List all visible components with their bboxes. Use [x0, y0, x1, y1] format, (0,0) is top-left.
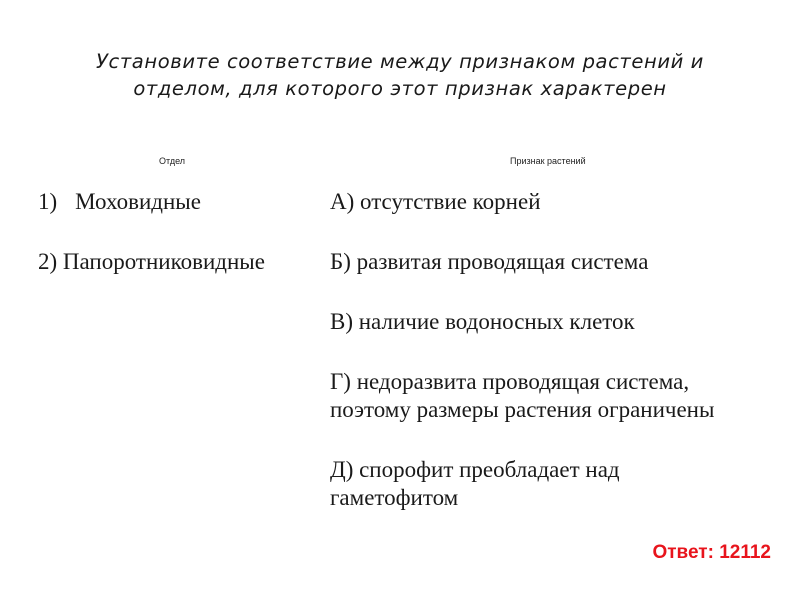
title-line-1: Установите соответствие между признаком растений и [96, 50, 704, 73]
division-item-2: 2) Папоротниковидные [38, 249, 265, 274]
feature-item-d-line-2: гаметофитом [330, 485, 459, 510]
column-header-feature: Признак растений [510, 156, 586, 166]
feature-item-g-line-2: поэтому размеры растения ограничены [330, 397, 715, 422]
title-line-2: отделом, для которого этот признак характерен [133, 77, 667, 100]
feature-item-v: В) наличие водоносных клеток [330, 309, 635, 334]
division-number: 1) [38, 189, 58, 214]
division-item-1 [38, 188, 201, 216]
feature-item-d-line-1: Д) спорофит преобладает над [330, 457, 620, 482]
slide-title [40, 48, 760, 102]
column-header-division: Отдел [159, 156, 186, 166]
answer-text: Ответ: 12112 [652, 542, 771, 563]
feature-item-a: А) отсутствие корней [330, 189, 541, 214]
division-name: Моховидные [75, 189, 201, 214]
feature-item-g-line-1: Г) недоразвита проводящая система, [330, 369, 690, 394]
feature-item-b: Б) развитая проводящая система [330, 249, 649, 274]
